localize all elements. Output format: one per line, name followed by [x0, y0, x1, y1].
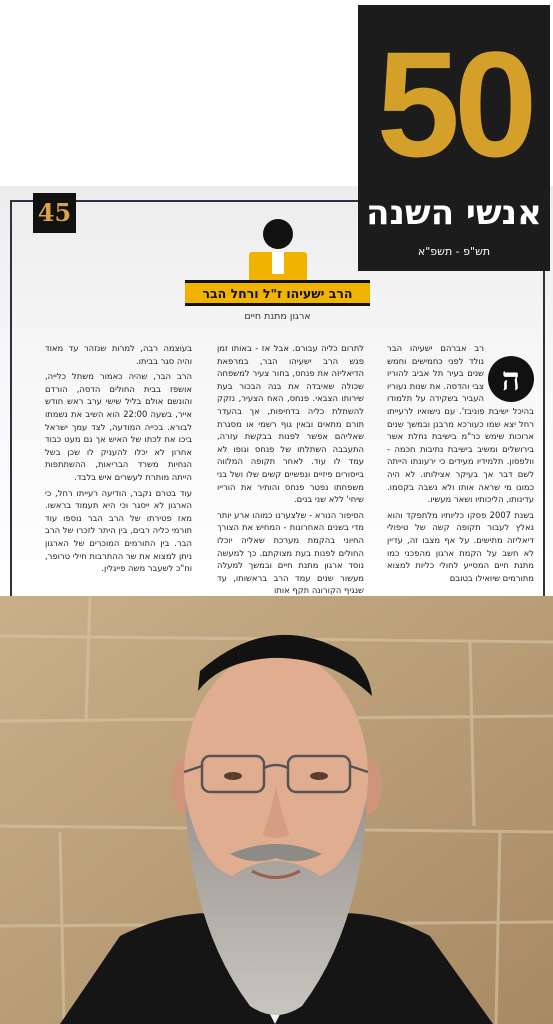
- article-name-banner: [185, 280, 370, 306]
- article-subtitle: ארגון מתנת חיים: [244, 311, 311, 322]
- eye-left: [224, 772, 242, 780]
- fifty-people-logo: [358, 5, 550, 271]
- article-column-left: [45, 342, 192, 578]
- logo-number: 50: [376, 20, 532, 188]
- paragraph: בעוצמה רבה, למרות שנזהר עד מאוד והיה סגר בביתו.: [45, 343, 192, 366]
- logo-year: תש"פ - תשפ"א: [417, 245, 491, 258]
- paragraph: הסיפור הנורא - שלצערנו כמוהו ארע יותר מדי בשנים האחרונות - המחיש את הצורך החיוני בהקמת מערכת שאליה יוכלו החולים לפנות בעת מצוקתם. כך למעשה נוסד ארגון מתנת חיים ובמשך למעלה מעשור שנים עמד הרב בראשותו, עד שנגיף הקורונה תקף אותו: [217, 509, 364, 596]
- article-frame-right-rule: [543, 270, 545, 600]
- person-icon-collar: [272, 252, 284, 274]
- page-number: 45: [33, 193, 76, 233]
- dropcap-letter: ה: [488, 356, 534, 402]
- article-column-middle: [217, 342, 364, 600]
- paragraph: הרב הבר, שהיה כאמור משתל כלייה, אושפז בבית החולים הדסה, הורדם והונשם אולם בליל שישי ערב ראש חודש אייר, בשעה 22:00 הוא השיב את נשמתו לבורא. בכייה המודעה, לצד עמך ישראל ביכו את לכתו של האיש אך גם מעט כבוד אחרון לא יכלו להעניק לו שכן בשל הנחיות משרד הבריאות, ההשתתפות הייתה מותרת לעשרים איש בלבד.: [45, 371, 192, 482]
- logo-title: אנשי השנה: [366, 193, 542, 233]
- article-column-right: [387, 342, 534, 587]
- person-icon-head: [263, 219, 293, 249]
- paragraph: לתרום כליה עבורם. אבל אז - באותו זמן פגש הרב ישעיהו הבר, במרפאת הדיאליזה את פנחס, בחור צעיר למשפחה שכולה שאיבדה את בנה הבכור בעת שירותו הצבאי. פנחס, האח הצעיר, נזקק להשתלת כליה בדחיפות, אך בהעדר תורם מתאים ובאין גוף רשמי או מסגרת שאליהם אפשר לפנות בבקשת עזרה, התעבבה השתלתו של פנחס וגופו לא עמד לו עוד. לאחר תקופה המלווה בייסורים פיזיים ונפשיים קשים שלו ושל בני משפחתו נפטר פנחס והותיר את הורייו שיחי' ללא שני בנים.: [217, 343, 364, 505]
- portrait-photo: [0, 596, 553, 1024]
- paragraph: רב אברהם ישעיהו הבר נולד לפני כחמישים וחמש שנים בעיר תל אביב להוריו צבי והדסה. את שנות נעוריו העביר בשקידה על תלמודו בהיכל ישיבת פוניבז'. עם נישואיו לרעייתו רחל יצא שמו כעורכא מרבנן ובמשך שנים ארוכות שימש כר"מ בישיבת נחלת אשר בירושלים ומשיב בישיבת נתיבות חכמה - וולפסון. תלמידיו מעידים כי ירעונתו הייתה לשם דבר אך בעיקר אצילותו. לא היה כמונו מי שראה אותו ולא נשבה בקסמו. עדינותו, הליכותיו ושאר מעשיו.: [387, 343, 534, 505]
- article-name: הרב ישעיהו ז"ל ורחל הבר: [202, 285, 353, 301]
- paragraph: בשנת 2007 פסקו כליותיו מלתפקד והוא נאלץ לעבור תקופה קשה של טיפולי דיאליזה מתישים. על אף מצבו זה, עדיין לא חשב על הקמת ארגון מהפכני כמו מתנת חיים המסייע לחולי כליות למצוא מתורמים שיואילו בטובם: [387, 509, 534, 583]
- paragraph: עוד בטרם נקבר, הודיעה רעייתו רחל, כי הארגון לא ייסגר וכי היא תעמוד בראשו. מאז פטירתו של הרב הבר נוספו עוד תורמי כליה רבים, בין היתר לזכרו של הרב הבר. בין התורמים המוכרים של הארגון ניתן למצוא את שר ההתרבות חילי טרופר, וח"כ לשעבר משה פייגלין.: [45, 487, 192, 574]
- eye-right: [310, 772, 328, 780]
